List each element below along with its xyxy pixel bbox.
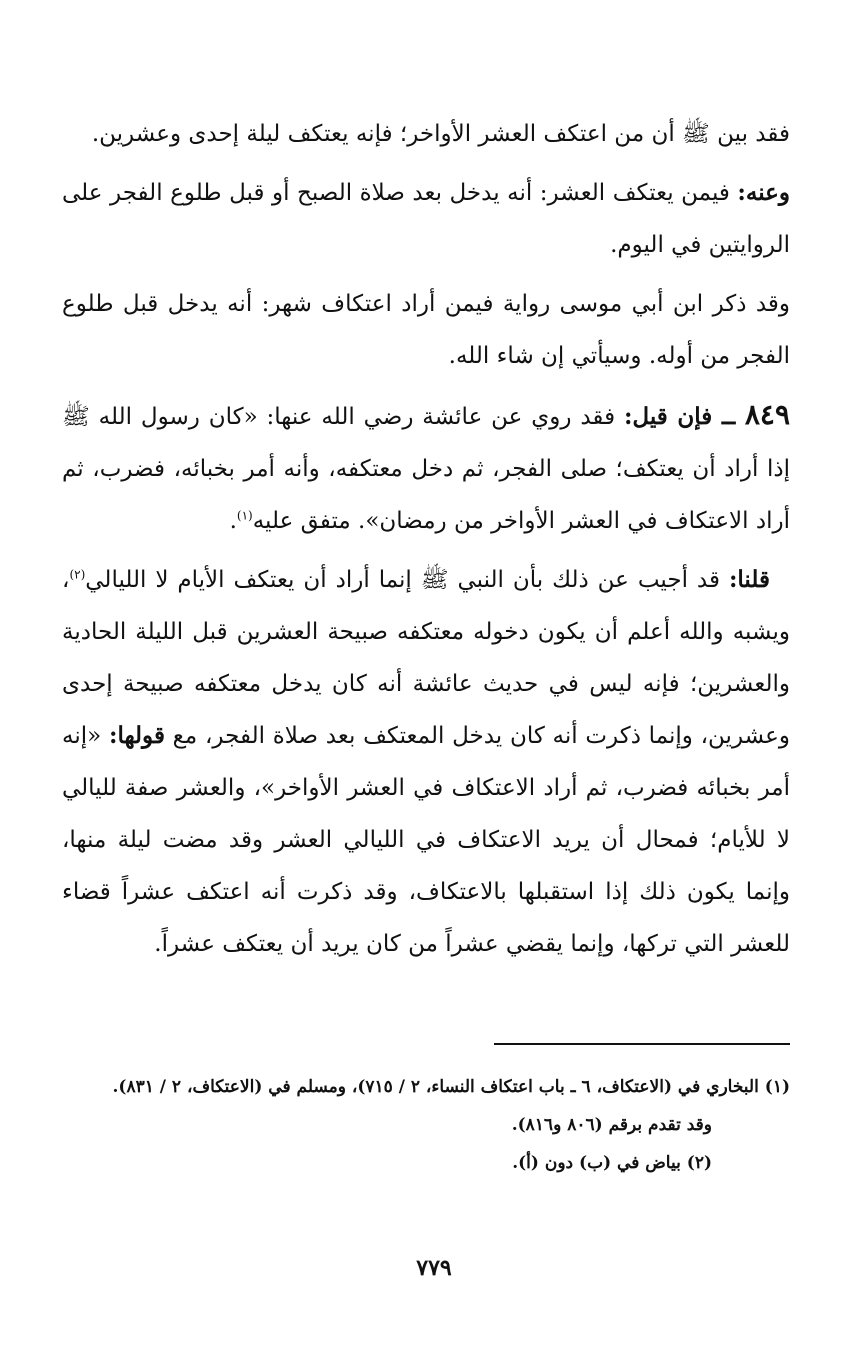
paragraph-1 (62, 108, 790, 160)
paragraph-3 (62, 278, 790, 382)
paragraph-5-text-a: قد أجيب عن ذلك بأن النبي ﷺ إنما أراد أن يعتكف الأيام لا الليالي (85, 567, 729, 593)
paragraph-3-text: وقد ذكر ابن أبي موسى رواية فيمن أراد اعتكاف شهر: أنه يدخل قبل طلوع الفجر من أوله. وسيأتي إن شاء الله. (62, 291, 790, 369)
issue-number: ٨٤٩ (744, 398, 790, 431)
main-text (62, 108, 790, 977)
footnotes (62, 1068, 790, 1182)
footnote-ref-2: (٢) (69, 567, 86, 582)
footnote-2: (٢) بياض في (ب) دون (أ). (512, 1153, 712, 1173)
paragraph-5-text-c: «إنه أمر بخبائه فضرب، ثم أراد الاعتكاف في العشر الأواخر»، والعشر صفة لليالي لا للأيام؛ فمحال أن يريد الاعتكاف في الليالي العشر وقد مضت ليلة منها، وإنما يكون ذلك إذا استقبلها بالاعتكاف، وقد ذكرت أنه اعتكف عشراً قضاء للعشر التي تركها، وإنما يقضي عشراً من كان يريد أن يعتكف عشراً. (62, 723, 790, 957)
paragraph-4-tail: . (229, 508, 237, 534)
paragraph-2-text: فيمن يعتكف العشر: أنه يدخل بعد صلاة الصبح أو قبل طلوع الفجر على الروايتين في اليوم. (62, 180, 790, 258)
paragraph-2-lead: وعنه: (737, 179, 790, 206)
paragraph-2 (62, 167, 790, 271)
paragraph-4 (62, 389, 790, 547)
footnote-1-addendum: وقد تقدم برقم (٨٠٦ و٨١٦). (511, 1115, 712, 1135)
footnote-1: (١) البخاري في (الاعتكاف، ٦ ـ باب اعتكاف النساء، ٢ / ٧١٥)، ومسلم في (الاعتكاف، ٢ / ٨٣١). (112, 1077, 790, 1097)
paragraph-5-text-b: ، ويشبه والله أعلم أن يكون دخوله معتكفه صبيحة العشرين قبل الليلة الحادية والعشرين؛ فإنه ليس في حديث عائشة أنه كان يدخل معتكفه صبيحة إحدى وعشرين، وإنما ذكرت أنه كان يدخل المعتكف بعد صلاة الفجر، مع (62, 567, 791, 749)
paragraph-5 (62, 554, 790, 970)
paragraph-5-lead: قلنا: (728, 566, 770, 593)
paragraph-5-lead-2: قولها: (108, 722, 165, 749)
footnote-ref-1: (١) (236, 508, 253, 523)
paragraph-4-text: فقد روي عن عائشة رضي الله عنها: «كان رسول الله ﷺ إذا أراد أن يعتكف؛ صلى الفجر، ثم دخل معتكفه، وأنه أمر بخبائه، فضرب، ثم أراد الاعتكاف في العشر الأواخر من رمضان». متفق عليه (62, 404, 790, 534)
paragraph-4-lead: ــ فإن قيل: (623, 403, 745, 430)
page-number: ٧٧٩ (416, 1255, 452, 1281)
footnote-divider (494, 1043, 790, 1045)
paragraph-1-text: فقد بين ﷺ أن من اعتكف العشر الأواخر؛ فإنه يعتكف ليلة إحدى وعشرين. (91, 121, 790, 147)
